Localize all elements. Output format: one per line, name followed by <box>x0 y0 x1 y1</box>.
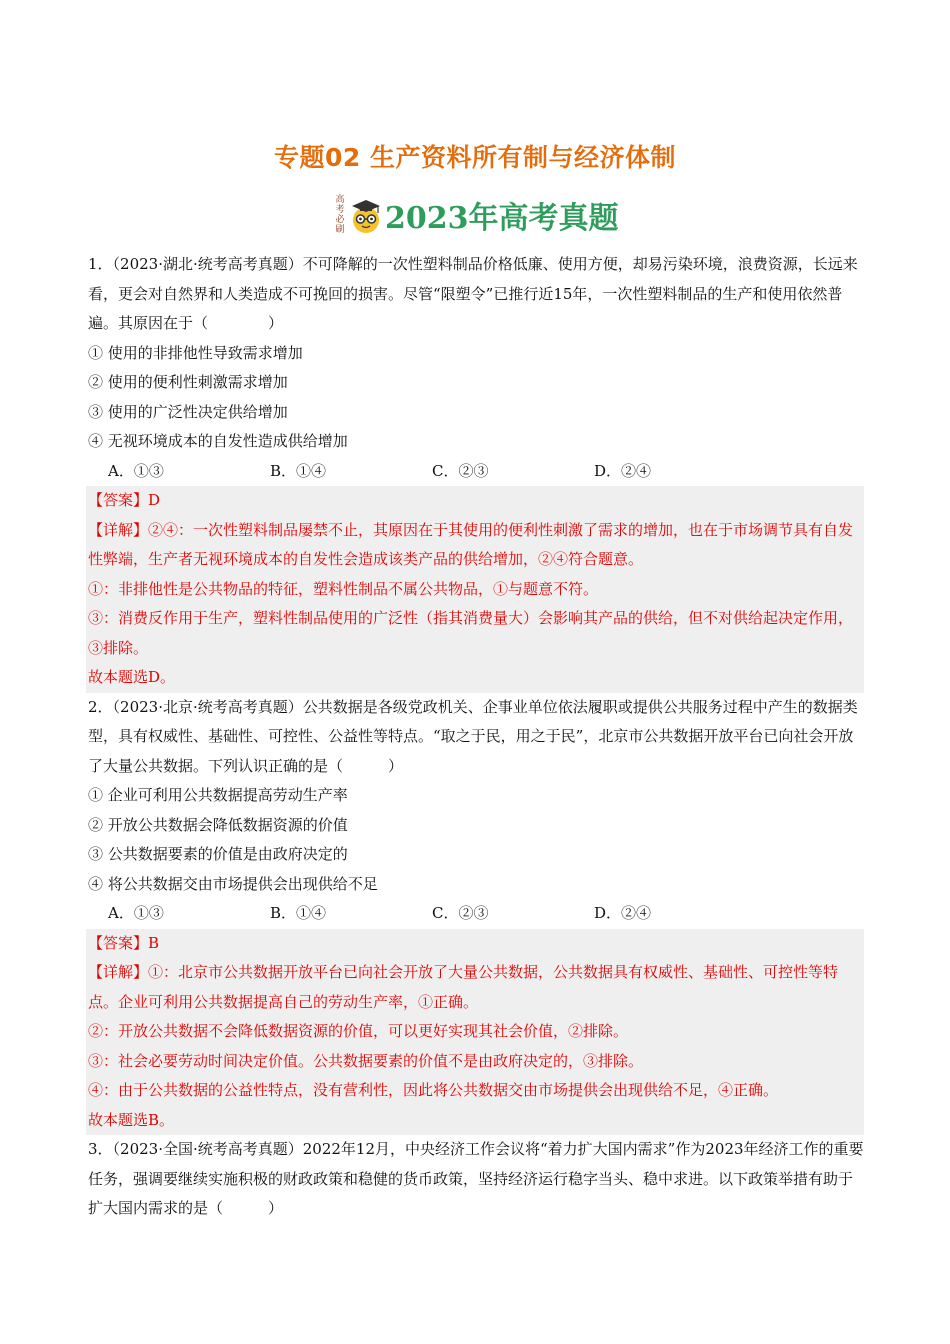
banner-char: 高 <box>335 195 345 205</box>
answer-options <box>88 457 864 487</box>
explanation-line: ②：开放公共数据不会降低数据资源的价值，可以更好实现其社会价值，②排除。 <box>88 1022 629 1040</box>
question-stem: 2．（2023·北京·统考高考真题）公共数据是各级党政机关、企事业单位依法履职或提供公共服务过程中产生的数据类型，具有权威性、基础性、可控性、公益性等特点。“取之于民，用之于民”，北京市公共数据开放平台已向社会开放了大量公共数据。下列认识正确的是（ ） <box>88 697 858 775</box>
question-list <box>88 250 864 1224</box>
statement-item: ③ 使用的广泛性决定供给增加 <box>88 402 288 421</box>
graduate-mascot-icon <box>349 195 383 235</box>
explanation-line: ④：由于公共数据的公益性特点，没有营利性，因此将公共数据交由市场提供会出现供给不足，④正确。 <box>88 1081 779 1099</box>
explanation-line: ③：社会必要劳动时间决定价值。公共数据要素的价值不是由政府决定的，③排除。 <box>88 1051 644 1070</box>
statement-item: ② 使用的便利性刺激需求增加 <box>88 373 288 391</box>
explanation-line: 故本题选D。 <box>88 668 176 686</box>
option-c: C．②③ <box>432 904 489 922</box>
explanation-line: 故本题选B。 <box>88 1110 175 1129</box>
option-d: D．②④ <box>594 461 652 480</box>
answer-block <box>86 486 864 693</box>
question-stem: 3．（2023·全国·统考高考真题）2022年12月，中央经济工作会议将“着力扩大国内需求”作为2023年经济工作的重要任务，强调要继续实施积极的财政政策和稳健的货币政策，坚持经济运行稳字当头、稳中求进。以下政策举措有助于扩大国内需求的是（ ） <box>88 1140 864 1217</box>
statement-item: ③ 公共数据要素的价值是由政府决定的 <box>88 845 348 863</box>
banner-char: 必 <box>335 215 345 225</box>
option-c: C．②③ <box>432 461 489 480</box>
banner-text: 2023年高考真题 <box>385 201 619 236</box>
statement-item: ② 开放公共数据会降低数据资源的价值 <box>88 815 348 834</box>
answer-label: 【答案】B <box>88 933 160 952</box>
explanation-line: 【详解】②④：一次性塑料制品屡禁不止，其原因在于其使用的便利性刺激了需求的增加，也在于市场调节具有自发性弊端，生产者无视环境成本的自发性会造成该类产品的供给增加，②④符合题意。 <box>88 520 854 568</box>
question-stem: 1．（2023·湖北·统考高考真题）不可降解的一次性塑料制品价格低廉、使用方便，却易污染环境，浪费资源，长远来看，更会对自然界和人类造成不可挽回的损害。尽管“限塑令”已推行近15年，一次性塑料制品的生产和使用依然普遍。其原因在于（ ） <box>88 255 858 332</box>
answer-block <box>86 929 864 1136</box>
statement-item: ④ 无视环境成本的自发性造成供给增加 <box>88 432 348 450</box>
banner-char: 刷 <box>335 225 345 235</box>
option-a: A．①③ <box>108 461 164 480</box>
explanation-line: 【详解】①：北京市公共数据开放平台已向社会开放了大量公共数据，公共数据具有权威性、基础性、可控性等特点。企业可利用公共数据提高自己的劳动生产率，①正确。 <box>88 963 839 1011</box>
explanation-line: ①：非排他性是公共物品的特征，塑料性制品不属公共物品，①与题意不符。 <box>88 579 599 598</box>
statement-item: ① 企业可利用公共数据提高劳动生产率 <box>88 786 348 804</box>
banner-char: 考 <box>335 205 345 215</box>
question-1 <box>88 250 864 693</box>
option-b: B．①④ <box>270 461 327 480</box>
option-b: B．①④ <box>270 904 327 922</box>
banner-vertical-text <box>333 195 347 235</box>
section-banner <box>333 190 619 240</box>
answer-label: 【答案】D <box>88 491 161 509</box>
statement-item: ④ 将公共数据交由市场提供会出现供给不足 <box>88 874 378 893</box>
explanation-line: ③：消费反作用于生产，塑料性制品使用的广泛性（指其消费量大）会影响其产品的供给，但不对供给起决定作用，③排除。 <box>88 609 854 657</box>
option-d: D．②④ <box>594 904 652 922</box>
question-3 <box>88 1135 864 1224</box>
answer-options <box>88 899 864 929</box>
question-2 <box>88 693 864 1136</box>
page-title: 专题02 生产资料所有制与经济体制 <box>274 143 676 172</box>
statement-item: ① 使用的非排他性导致需求增加 <box>88 343 303 362</box>
option-a: A．①③ <box>108 904 164 922</box>
